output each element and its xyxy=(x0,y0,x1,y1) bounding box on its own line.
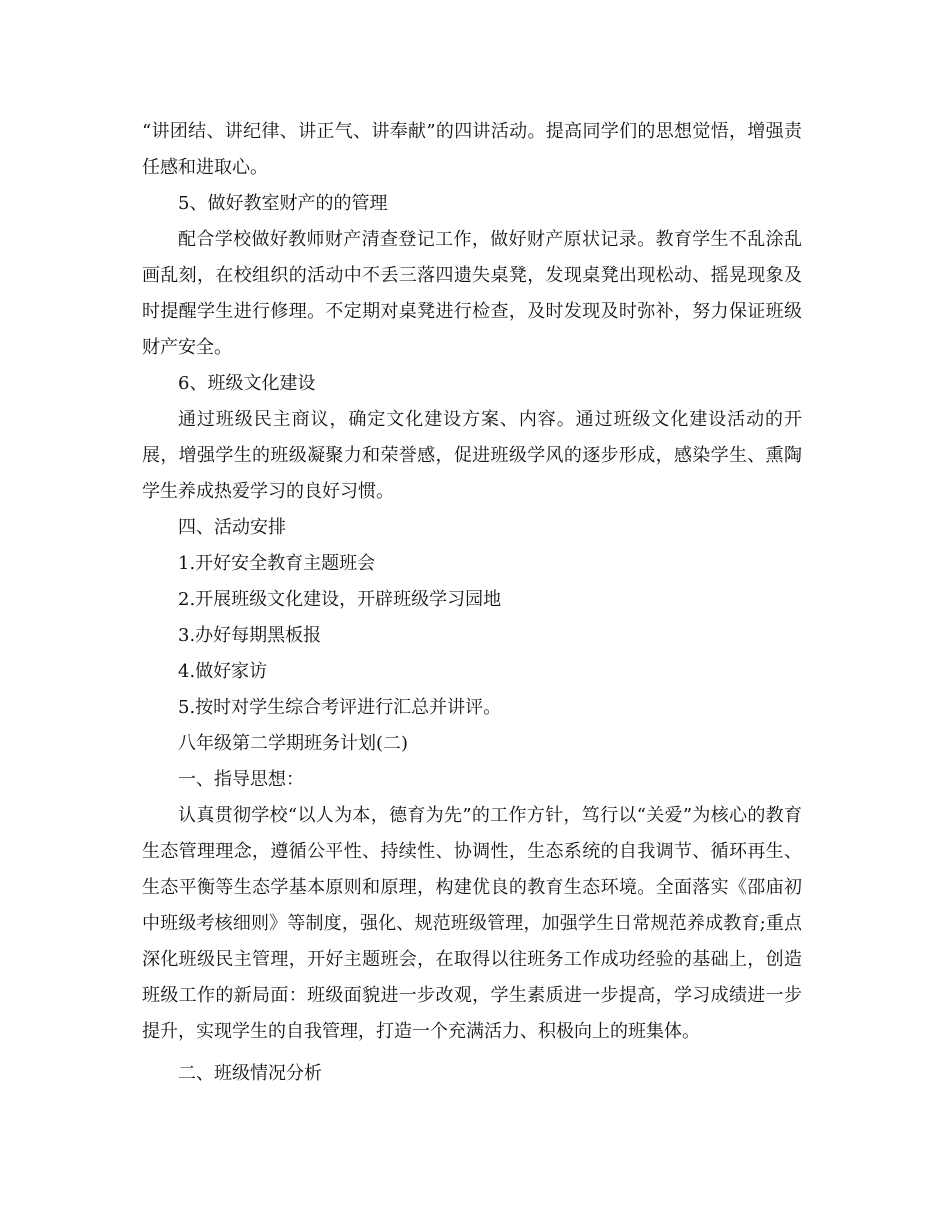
list-item: 1.开好安全教育主题班会 xyxy=(178,553,376,574)
paragraph-class-culture: 通过班级民主商议，确定文化建设方案、内容。通过班级文化建设活动的开展，增强学生的班级凝聚力和荣誉感，促进班级学风的逐步形成，感染学生、熏陶学生养成热爱学习的良好习惯。 xyxy=(142,409,802,502)
heading-activity-arrangement: 四、活动安排 xyxy=(178,517,286,538)
list-item: 2.开展班级文化建设，开辟班级学习园地 xyxy=(178,589,502,610)
heading-classroom-property: 5、做好教室财产的的管理 xyxy=(178,193,388,214)
list-item: 3.办好每期黑板报 xyxy=(178,625,322,646)
document-body xyxy=(142,114,802,1092)
heading-class-analysis: 二、班级情况分析 xyxy=(178,1063,322,1084)
heading-class-culture: 6、班级文化建设 xyxy=(178,373,316,394)
heading-guiding-ideology: 一、指导思想： xyxy=(178,769,304,790)
paragraph-guiding-ideology: 认真贯彻学校“以人为本，德育为先”的工作方针，笃行以“关爱”为核心的教育生态管理理念，遵循公平性、持续性、协调性，生态系统的自我调节、循环再生、生态平衡等生态学基本原则和原理，构建优良的教育生态环境。全面落实《邵庙初中班级考核细则》等制度，强化、规范班级管理，加强学生日常规范养成教育;重点深化班级民主管理，开好主题班会，在取得以往班务工作成功经验的基础上，创造班级工作的新局面：班级面貌进一步改观，学生素质进一步提高，学习成绩进一步提升，实现学生的自我管理，打造一个充满活力、积极向上的班集体。 xyxy=(142,805,802,1042)
paragraph-classroom-property: 配合学校做好教师财产清查登记工作，做好财产原状记录。教育学生不乱涂乱画乱刻，在校组织的活动中不丢三落四遗失桌凳，发现桌凳出现松动、摇晃现象及时提醒学生进行修理。不定期对桌凳进行检查，及时发现及时弥补，努力保证班级财产安全。 xyxy=(142,229,802,358)
list-item: 5.按时对学生综合考评进行汇总并讲评。 xyxy=(178,697,502,718)
heading-plan-title: 八年级第二学期班务计划(二) xyxy=(178,733,409,754)
list-item: 4.做好家访 xyxy=(178,661,268,682)
paragraph-four-activities: “讲团结、讲纪律、讲正气、讲奉献”的四讲活动。提高同学们的思想觉悟，增强责任感和进取心。 xyxy=(142,121,802,178)
